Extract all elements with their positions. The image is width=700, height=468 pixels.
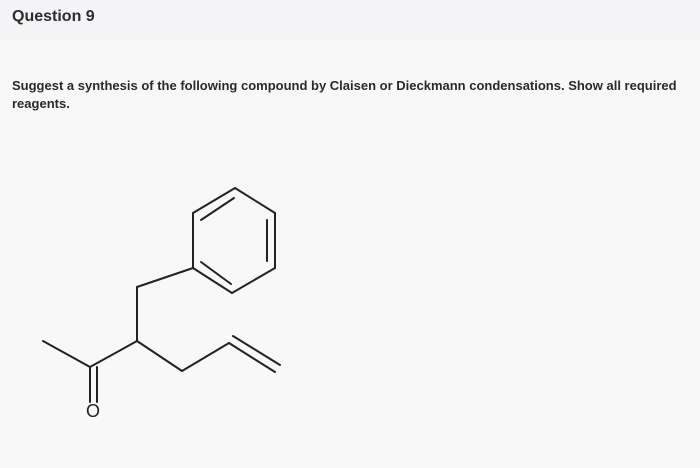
ring-bond [232,268,275,293]
chain-bond [43,341,90,367]
chain-bond [90,341,137,367]
question-prompt: Suggest a synthesis of the following compound by Claisen or Dieckmann condensations. Show all required reagents. [12,78,677,111]
ring-bond [235,188,275,213]
question-title: Question 9 [12,8,95,25]
aromatic-double-bond [201,198,234,220]
chain-bond [137,268,193,287]
chain-bond [137,341,182,371]
aromatic-double-bond [201,262,231,284]
chain-bond [182,343,229,371]
oxygen-label: O [85,401,101,421]
